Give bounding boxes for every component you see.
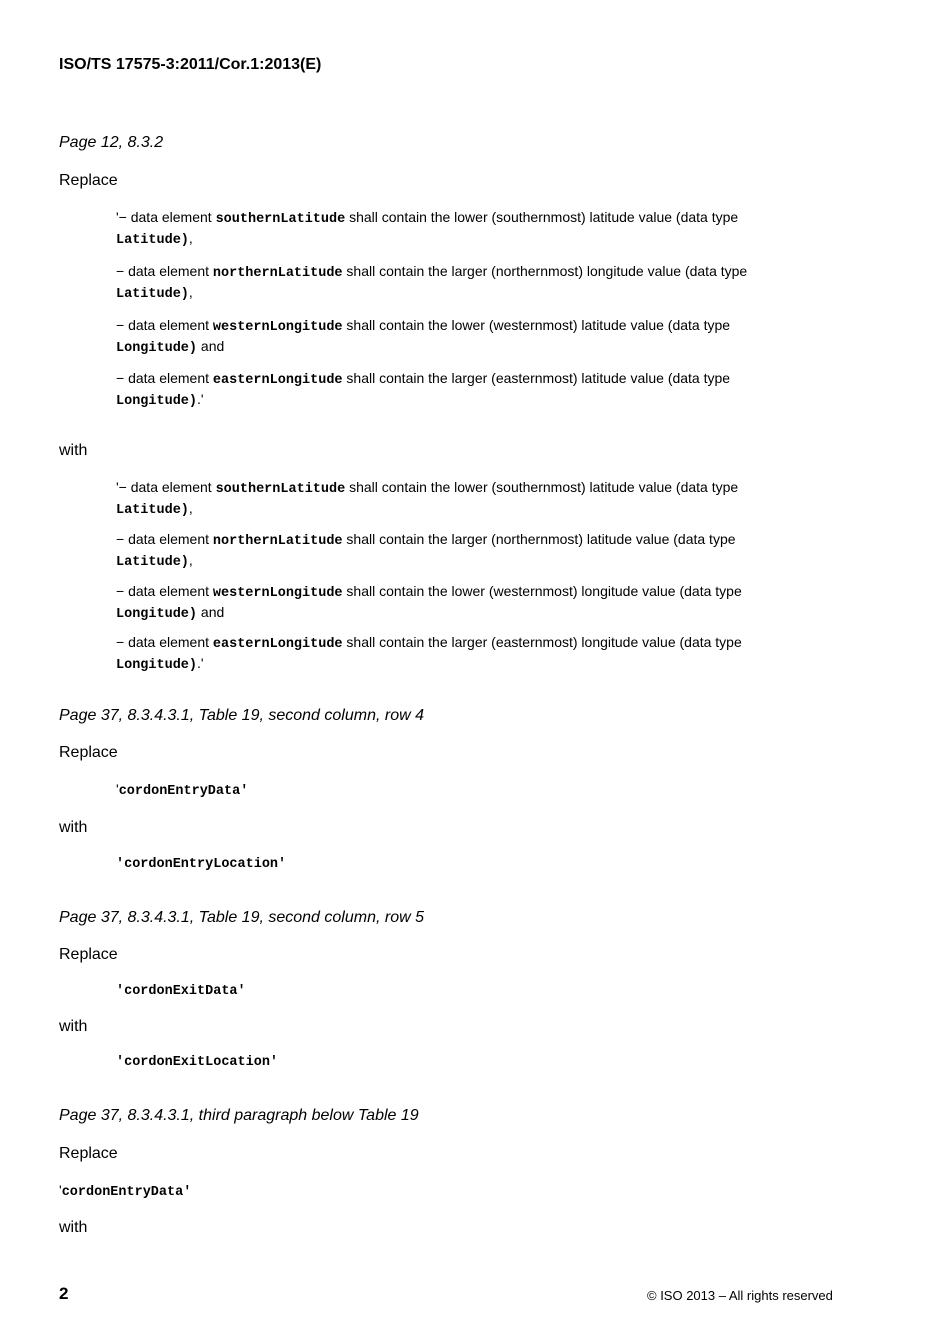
old-value <box>116 781 248 799</box>
list-item <box>116 262 747 304</box>
data-type-name: Longitude) <box>116 341 198 356</box>
item-text: shall contain the larger (northernmost) latitude value (data type <box>342 531 736 547</box>
data-element-name: northernLatitude <box>212 534 343 549</box>
new-code: 'cordonExitLocation' <box>116 1055 279 1070</box>
data-element-name: westernLongitude <box>212 320 343 335</box>
new-value <box>116 854 286 872</box>
item-text: shall contain the lower (southernmost) latitude value (data type <box>345 479 739 495</box>
list-item <box>116 478 738 520</box>
old-value <box>116 981 246 999</box>
data-element-name: northernLatitude <box>212 266 343 281</box>
item-text: '− data element <box>116 479 216 495</box>
item-text: − data element <box>116 583 213 599</box>
item-text: − data element <box>116 370 213 386</box>
data-type-name: Longitude) <box>116 607 198 622</box>
quote-mark: ' <box>116 781 119 797</box>
list-item <box>116 369 730 411</box>
data-type-name: Latitude) <box>116 287 189 302</box>
old-code: cordonEntryData' <box>61 1185 192 1200</box>
old-value <box>59 1182 191 1200</box>
item-text: .' <box>197 391 204 407</box>
copyright-notice: © ISO 2013 – All rights reserved <box>647 1288 833 1303</box>
item-text: − data element <box>116 531 213 547</box>
new-value <box>116 1052 278 1070</box>
item-text: − data element <box>116 634 213 650</box>
replace-label: Replace <box>59 946 118 963</box>
item-text: − data element <box>116 317 213 333</box>
item-text: and <box>197 338 225 354</box>
page-number: 2 <box>59 1284 69 1303</box>
item-text: shall contain the lower (westernmost) latitude value (data type <box>342 317 731 333</box>
document-header-title: ISO/TS 17575-3:2011/Cor.1:2013(E) <box>59 56 322 73</box>
data-type-name: Longitude) <box>116 394 198 409</box>
data-element-name: southernLatitude <box>215 482 346 497</box>
with-label: with <box>59 819 88 836</box>
item-text: .' <box>197 655 204 671</box>
section-reference: Page 37, 8.3.4.3.1, Table 19, second column, row 4 <box>59 707 424 724</box>
data-type-name: Latitude) <box>116 233 189 248</box>
item-text: shall contain the larger (easternmost) latitude value (data type <box>342 370 731 386</box>
item-text: shall contain the lower (southernmost) latitude value (data type <box>345 209 739 225</box>
section-reference: Page 37, 8.3.4.3.1, Table 19, second column, row 5 <box>59 909 424 926</box>
list-item <box>116 530 736 572</box>
with-label: with <box>59 1018 88 1035</box>
item-text: , <box>188 284 193 300</box>
item-text: , <box>188 500 193 516</box>
data-element-name: easternLongitude <box>212 373 343 388</box>
section-reference: Page 12, 8.3.2 <box>59 134 164 151</box>
item-text: , <box>188 230 193 246</box>
with-label: with <box>59 442 88 459</box>
section-reference: Page 37, 8.3.4.3.1, third paragraph below Table 19 <box>59 1107 419 1124</box>
item-text: '− data element <box>116 209 216 225</box>
replace-label: Replace <box>59 1145 118 1162</box>
list-item <box>116 633 742 675</box>
list-item <box>116 582 742 624</box>
old-code: cordonEntryData' <box>118 784 249 799</box>
item-text: , <box>188 552 193 568</box>
data-type-name: Longitude) <box>116 658 198 673</box>
list-item <box>116 316 730 358</box>
replace-label: Replace <box>59 172 118 189</box>
data-element-name: easternLongitude <box>212 637 343 652</box>
item-text: shall contain the larger (easternmost) longitude value (data type <box>342 634 742 650</box>
item-text: shall contain the lower (westernmost) longitude value (data type <box>342 583 742 599</box>
new-code: 'cordonEntryLocation' <box>116 857 287 872</box>
item-text: and <box>197 604 225 620</box>
data-element-name: southernLatitude <box>215 212 346 227</box>
with-label: with <box>59 1219 88 1236</box>
item-text: − data element <box>116 263 213 279</box>
data-element-name: westernLongitude <box>212 586 343 601</box>
old-code: 'cordonExitData' <box>116 984 246 999</box>
replace-label: Replace <box>59 744 118 761</box>
list-item <box>116 208 738 250</box>
quote-mark: ' <box>59 1182 62 1198</box>
data-type-name: Latitude) <box>116 503 189 518</box>
data-type-name: Latitude) <box>116 555 189 570</box>
item-text: shall contain the larger (northernmost) longitude value (data type <box>342 263 748 279</box>
